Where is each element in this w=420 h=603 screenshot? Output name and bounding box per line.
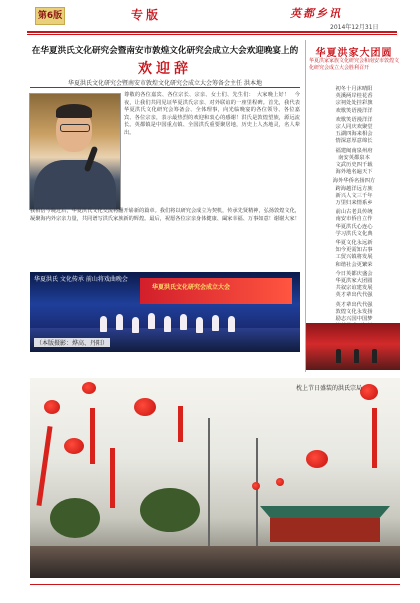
article-byline: 华夏洪氏文化研究会暨南安市敦煌文化研究会成立大会筹备会主任 洪本地 <box>68 80 262 87</box>
red-lantern <box>134 398 156 416</box>
sidebar-title: 华夏洪家大团圆 <box>315 48 393 59</box>
sidebar-stage-photo <box>306 323 400 370</box>
red-lantern <box>252 482 260 490</box>
red-lantern <box>82 382 96 394</box>
poem-line: 学习洪氏文化典 <box>335 230 373 237</box>
poem-line: 宗人同庆欢聚堂 <box>335 124 373 131</box>
sidebar-poem <box>314 86 394 331</box>
dancer <box>196 317 203 333</box>
dancer <box>148 313 155 329</box>
poem-line: 华夏洪氏心连心 <box>335 223 373 230</box>
speaker-portrait <box>29 93 121 210</box>
poem-line: 和谐社会更繁荣 <box>335 261 373 268</box>
poem-line: 英才辈出代代强 <box>335 292 373 299</box>
poem-line: 文武历史四千载 <box>335 162 373 169</box>
temple-photo-caption: 枕上节日盛装的洪氏宗局 <box>296 385 363 392</box>
poem-line: 欢歌笑语漫洋洋 <box>335 116 373 123</box>
stage-banner-text: 华夏洪氏文化研究会成立大会 <box>152 284 231 291</box>
section-title: 专版 <box>131 8 162 22</box>
poem-line: 共叙宗谊建发展 <box>335 285 373 292</box>
red-lantern <box>360 384 378 400</box>
red-streamer <box>372 408 377 468</box>
performer <box>372 349 377 363</box>
red-lantern <box>276 478 284 486</box>
article-body-right: 尊敬的各位嘉宾、各位宗长、宗亲、女士们、先生们： 大家晚上好！ 今夜，让我们共同见证华夏洪氏宗亲、对外联谊的一座里程碑。首先，我代表华夏洪氏文化研究会筹备会、全体理事，向光临晚宴的各位领导、各位嘉宾、各位宗亲，表示最热烈的欢迎和衷心的感谢！洪氏是敦煌望族，源远流长。英都镇是中国重点镇、全国洪氏重要聚居地，历史上人杰地灵，名人辈出。 <box>124 92 300 136</box>
photo-credit: （本版摄影：烨高、丹阳） <box>36 340 109 347</box>
poem-line: 华夏洪家大团圆 <box>335 278 373 285</box>
red-streamer <box>178 406 183 442</box>
temple-hall <box>270 518 380 542</box>
portrait-suit <box>34 160 116 210</box>
dancer <box>180 314 187 330</box>
article-title: 欢迎辞 <box>138 61 192 77</box>
stage-photo-overlay-text: 华夏洪氏 文化传承 前山将戏曲晚会 <box>34 276 128 283</box>
temple-celebration-photo <box>30 378 400 578</box>
portrait-glasses <box>60 124 90 132</box>
performer <box>354 349 359 363</box>
poem-line: 海外华侨名扬四方 <box>332 178 376 185</box>
newspaper-brand: 英都乡讯 <box>290 7 342 20</box>
poem-line: 南安英都泉本 <box>338 154 370 161</box>
poem-line: 跨海越洋远方族 <box>335 185 373 192</box>
poem-line: 情深意厚意绵长 <box>335 138 373 145</box>
poem-line: 五湖四海来相会 <box>335 131 373 138</box>
performer <box>336 349 341 363</box>
poem-line: 知今更需知古事 <box>335 247 373 254</box>
issue-date: 2014年12月31日 <box>330 24 379 31</box>
article-divider <box>30 87 300 88</box>
temple-roof <box>260 506 390 518</box>
dancer <box>100 316 107 332</box>
masthead-rule <box>27 31 397 33</box>
article-headline: 在华夏洪氏文化研究会暨南安市敦煌文化研究会成立大会欢迎晚宴上的 <box>31 46 299 56</box>
lamp-pole <box>256 438 258 558</box>
poem-line: 英溪两岸桂花香 <box>335 93 373 100</box>
poem-line: 今日英都庆盛会 <box>335 270 373 277</box>
red-streamer <box>90 408 95 464</box>
poem-line: 初冬十月沐晴阳 <box>335 86 373 92</box>
dancer <box>164 316 171 332</box>
poem-line: 敦煌文化永发扬 <box>335 308 373 315</box>
dancer <box>132 317 139 333</box>
page-number-badge: 第6版 <box>35 7 65 25</box>
poem-line: 华夏文化永远新 <box>335 240 373 247</box>
red-streamer <box>110 448 115 508</box>
tree <box>50 498 100 538</box>
crowd <box>30 546 400 578</box>
footer-rule <box>30 584 400 585</box>
poem-line: 工贸兴镇将发展 <box>335 254 373 261</box>
sidebar-subtitle: 华夏洪家家族文化研究会和南安市敦煌文化研究会成立大会胜利召开 <box>309 58 400 71</box>
lamp-pole <box>208 418 210 558</box>
poem-line: 新兴人文三千年 <box>335 192 373 199</box>
poem-line: 英才辈出代代强 <box>335 301 373 308</box>
poem-line: 福建闽南泉州府 <box>335 147 373 154</box>
poem-line: 万里归来情系乡 <box>335 200 373 207</box>
red-lantern <box>306 450 328 468</box>
poem-line: 前山古老具传统 <box>335 209 373 216</box>
dancer <box>212 315 219 331</box>
poem-line: 南安市侨自立作 <box>335 216 373 223</box>
poem-line: 励志兴国中国梦 <box>335 316 373 323</box>
masthead-rule-thin <box>27 34 397 35</box>
poem-line: 海外地名遍天下 <box>335 169 373 176</box>
portrait-hair <box>56 104 92 118</box>
tree <box>140 488 200 532</box>
poem-line: 宗祠处处挂彩旗 <box>335 100 373 107</box>
dancer <box>228 316 235 332</box>
red-streamer <box>36 426 52 506</box>
article-body-full: 我相信今晚过后，华夏洪氏文化交流将翻开崭新的篇章。我们将以研究会成立为契机，传承先贤精神，弘扬敦煌文化，凝聚海内外宗亲力量，共同谱写洪氏家族新的辉煌。最后，祝愿各位宗亲身体健康、阖家幸福、万事如意！谢谢大家！ <box>30 208 300 222</box>
dancer <box>116 314 123 330</box>
red-lantern <box>44 400 60 414</box>
poem-line: 欢歌笑语漫洋洋 <box>335 107 373 114</box>
red-lantern <box>64 438 84 454</box>
